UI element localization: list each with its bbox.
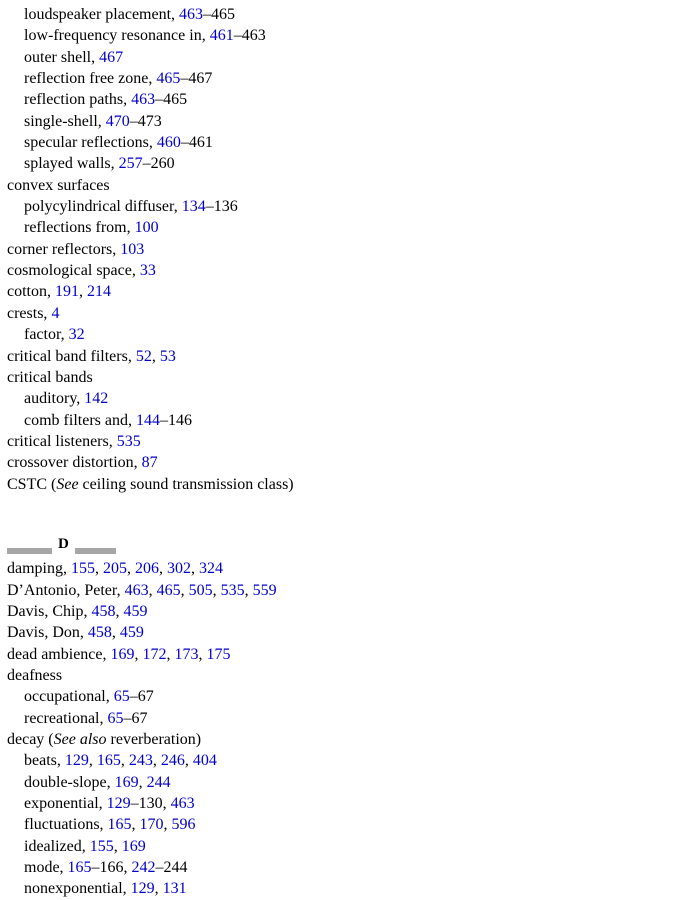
- page-link[interactable]: 191: [55, 283, 79, 301]
- index-entry: [7, 601, 687, 622]
- entry-text: cotton,: [7, 283, 55, 301]
- index-entry: [7, 665, 687, 686]
- page-link[interactable]: 246: [160, 752, 185, 770]
- page-link[interactable]: 205: [103, 560, 127, 578]
- page-link[interactable]: 144: [135, 411, 160, 429]
- entry-text: –166,: [91, 859, 132, 877]
- page-link[interactable]: 165: [96, 752, 121, 770]
- entry-text: ,: [134, 645, 143, 663]
- entry-text: decay (: [7, 731, 54, 748]
- entry-text: reverberation): [106, 731, 202, 748]
- entry-text: –465: [155, 91, 188, 109]
- page-link[interactable]: 463: [170, 795, 195, 813]
- index-entry: [7, 367, 687, 388]
- entry-text: double-slope,: [24, 773, 115, 791]
- entry-text: ,: [159, 560, 167, 578]
- entry-text: ,: [88, 752, 97, 770]
- page-link[interactable]: 559: [252, 581, 277, 599]
- entry-text: ,: [151, 347, 160, 365]
- entry-text: reflection paths,: [24, 91, 132, 109]
- entry-text: dead ambience,: [7, 645, 111, 663]
- page-link[interactable]: 535: [116, 432, 141, 450]
- page-link[interactable]: 463: [179, 6, 204, 23]
- cross-reference-text: See also: [53, 731, 107, 748]
- page-link[interactable]: 324: [199, 560, 223, 578]
- page-link[interactable]: 33: [139, 262, 156, 280]
- entry-text: low-frequency resonance in,: [24, 27, 210, 45]
- entry-text: ,: [244, 581, 253, 599]
- index-subentry: [7, 153, 687, 174]
- entry-text: ,: [152, 752, 161, 770]
- entry-text: –473: [129, 112, 162, 130]
- entry-text: –67: [129, 688, 154, 706]
- index-entry: [7, 474, 687, 495]
- page-link[interactable]: 103: [120, 240, 145, 258]
- index-subentry: [7, 68, 687, 89]
- entry-text: outer shell,: [24, 48, 100, 66]
- page-link[interactable]: 65: [113, 688, 130, 706]
- index-subentry: [7, 217, 687, 238]
- entry-text: –244: [155, 859, 188, 877]
- page-link[interactable]: 155: [71, 560, 95, 578]
- page-link[interactable]: 129: [130, 880, 155, 898]
- index-subentry: [7, 25, 687, 46]
- entry-text: ,: [79, 283, 87, 301]
- section-heading: [7, 516, 687, 558]
- entry-text: beats,: [24, 752, 65, 770]
- page-link[interactable]: 175: [206, 645, 231, 663]
- entry-text: CSTC (: [7, 475, 57, 493]
- entry-text: ,: [120, 752, 129, 770]
- entry-text: –136: [205, 198, 238, 216]
- entry-text: recreational,: [24, 709, 108, 727]
- entry-text: –67: [123, 709, 148, 727]
- entry-text: Davis, Chip,: [7, 602, 92, 620]
- entry-text: factor,: [24, 326, 69, 344]
- index-subentry: [7, 132, 687, 153]
- index-entry: [7, 558, 687, 579]
- entry-text: ceiling sound transmission class): [78, 475, 294, 493]
- entry-text: critical listeners,: [7, 432, 117, 450]
- page-link[interactable]: 458: [91, 602, 116, 620]
- index-subentry: [7, 196, 687, 217]
- page-link[interactable]: 165: [67, 859, 92, 877]
- entry-text: –465: [203, 6, 236, 23]
- entry-text: idealized,: [24, 837, 90, 855]
- index-entry: [7, 239, 687, 260]
- page-link[interactable]: 170: [139, 816, 164, 834]
- page-link[interactable]: 470: [105, 112, 130, 130]
- heading-rule-right: [75, 548, 116, 554]
- entry-text: exponential,: [24, 795, 107, 813]
- page-link[interactable]: 129: [64, 752, 89, 770]
- page-link[interactable]: 459: [123, 602, 148, 620]
- index-subentry: [7, 111, 687, 132]
- page-link[interactable]: 596: [171, 816, 196, 834]
- section-spacer: [7, 495, 687, 516]
- entry-text: ,: [180, 581, 189, 599]
- entry-text: polycylindrical diffuser,: [24, 198, 182, 216]
- index-subentry: [7, 878, 687, 899]
- entry-text: –467: [180, 70, 213, 88]
- page-link[interactable]: 535: [220, 581, 245, 599]
- index-entry: [7, 644, 687, 665]
- entry-text: cosmological space,: [7, 262, 140, 280]
- entry-text: single-shell,: [24, 112, 106, 130]
- entry-text: damping,: [7, 560, 71, 578]
- page-link[interactable]: 458: [87, 624, 112, 642]
- page-link[interactable]: 129: [106, 795, 131, 813]
- index-entry: [7, 622, 687, 643]
- index-entry: [7, 431, 687, 452]
- entry-text: Davis, Don,: [7, 624, 88, 642]
- index-subentry: [7, 836, 687, 857]
- entry-text: nonexponential,: [24, 880, 131, 898]
- page-link[interactable]: 169: [110, 645, 135, 663]
- entry-text: ,: [212, 581, 221, 599]
- page-link[interactable]: 100: [134, 219, 159, 237]
- entry-text: ,: [127, 560, 135, 578]
- page-link[interactable]: 4: [51, 304, 60, 322]
- index-subentry: [7, 814, 687, 835]
- index-subentry: [7, 708, 687, 729]
- page-link[interactable]: 142: [84, 390, 109, 408]
- page-link[interactable]: 404: [192, 752, 217, 770]
- page-link[interactable]: 302: [167, 560, 191, 578]
- page-link[interactable]: 32: [68, 326, 85, 344]
- index-subentry: [7, 388, 687, 409]
- page-link[interactable]: 206: [135, 560, 159, 578]
- index-subentry: [7, 793, 687, 814]
- index-subentry: [7, 47, 687, 68]
- index-entry: [7, 260, 687, 281]
- page-link[interactable]: 214: [87, 283, 111, 301]
- entry-text: deafness: [7, 666, 63, 684]
- index-entry: [7, 729, 687, 750]
- entry-text: ,: [163, 816, 172, 834]
- index-subentry: [7, 324, 687, 345]
- book-index: [7, 4, 687, 900]
- entry-text: ,: [184, 752, 193, 770]
- page-link[interactable]: 467: [99, 48, 124, 66]
- page-link[interactable]: 459: [119, 624, 144, 642]
- page-link[interactable]: 131: [162, 880, 187, 898]
- page-link[interactable]: 87: [141, 454, 158, 472]
- page-link[interactable]: 134: [181, 198, 206, 216]
- page-link[interactable]: 243: [128, 752, 153, 770]
- entry-text: ,: [148, 581, 157, 599]
- page-link[interactable]: 173: [174, 645, 199, 663]
- index-entry: [7, 303, 687, 324]
- index-subentry: [7, 857, 687, 878]
- entry-text: reflection free zone,: [24, 70, 157, 88]
- index-entry: [7, 175, 687, 196]
- entry-text: convex surfaces: [7, 176, 110, 194]
- entry-text: specular reflections,: [24, 134, 157, 152]
- entry-text: ,: [113, 837, 122, 855]
- page-link[interactable]: 461: [209, 27, 234, 45]
- page-link[interactable]: 505: [188, 581, 213, 599]
- page-link[interactable]: 155: [89, 837, 114, 855]
- page-link[interactable]: 463: [131, 91, 156, 109]
- entry-text: comb filters and,: [24, 411, 136, 429]
- entry-text: ,: [191, 560, 199, 578]
- heading-rule-left: [7, 548, 52, 554]
- entry-text: ,: [111, 624, 120, 642]
- entry-text: mode,: [24, 859, 68, 877]
- page-link[interactable]: 53: [159, 347, 176, 365]
- index-subentry: [7, 4, 687, 25]
- entry-text: –146: [159, 411, 192, 429]
- entry-text: corner reflectors,: [7, 240, 121, 258]
- index-subentry: [7, 750, 687, 771]
- cross-reference-text: See: [56, 475, 79, 493]
- entry-text: ,: [131, 816, 140, 834]
- page-link[interactable]: 172: [142, 645, 167, 663]
- section-letter: D: [58, 536, 69, 553]
- page-link[interactable]: 169: [121, 837, 146, 855]
- index-subentry: [7, 410, 687, 431]
- index-entry: [7, 580, 687, 601]
- page-link[interactable]: 165: [107, 816, 132, 834]
- entry-text: crossover distortion,: [7, 454, 142, 472]
- entry-text: crests,: [7, 304, 52, 322]
- index-entry: [7, 346, 687, 367]
- entry-text: critical band filters,: [7, 347, 136, 365]
- page-link[interactable]: 244: [146, 773, 171, 791]
- entry-text: –260: [142, 155, 175, 173]
- index-entry: [7, 281, 687, 302]
- entry-text: ,: [198, 645, 207, 663]
- entry-text: ,: [115, 602, 124, 620]
- page-link[interactable]: 465: [156, 70, 181, 88]
- entry-text: –130,: [130, 795, 171, 813]
- entry-text: occupational,: [24, 688, 114, 706]
- page-link[interactable]: 460: [156, 134, 181, 152]
- page-link[interactable]: 169: [114, 773, 139, 791]
- entry-text: fluctuations,: [24, 816, 108, 834]
- entry-text: ,: [166, 645, 175, 663]
- index-subentry: [7, 686, 687, 707]
- entry-text: loudspeaker placement,: [24, 6, 180, 23]
- entry-text: –463: [233, 27, 266, 45]
- page-link[interactable]: 465: [156, 581, 181, 599]
- entry-text: ,: [154, 880, 163, 898]
- index-entry: [7, 452, 687, 473]
- entry-text: critical bands: [7, 368, 93, 386]
- page-link[interactable]: 65: [107, 709, 124, 727]
- index-subentry: [7, 772, 687, 793]
- page-link[interactable]: 52: [135, 347, 152, 365]
- entry-text: reflections from,: [24, 219, 135, 237]
- entry-text: –461: [180, 134, 213, 152]
- entry-text: ,: [95, 560, 103, 578]
- page-link[interactable]: 257: [118, 155, 143, 173]
- page-link[interactable]: 463: [124, 581, 149, 599]
- entry-text: auditory,: [24, 390, 85, 408]
- page-link[interactable]: 242: [131, 859, 156, 877]
- index-subentry: [7, 89, 687, 110]
- entry-text: splayed walls,: [24, 155, 119, 173]
- entry-text: ,: [138, 773, 147, 791]
- entry-text: D’Antonio, Peter,: [7, 581, 125, 599]
